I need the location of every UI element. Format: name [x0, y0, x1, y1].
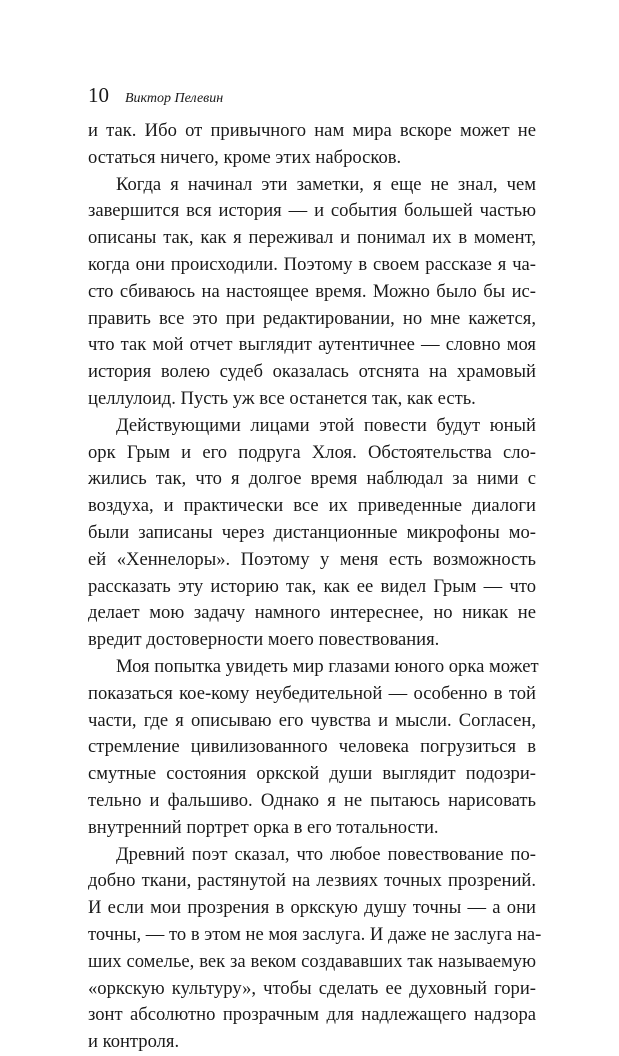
text-line: когда они происходили. Поэтому в своем рассказе я ча- — [88, 253, 536, 275]
text-line: точны, — то в этом не моя заслуга. И даже не заслуга на- — [88, 923, 542, 945]
text-line: воздуха, и практически все их приведенные диалоги — [88, 495, 536, 517]
running-head — [88, 80, 536, 110]
text-line: показаться кое-кому неубедительной — особенно в той — [88, 682, 536, 704]
text-line: рассказать эту историю так, как ее видел Грым — что — [88, 575, 536, 597]
text-line: жились так, что я долгое время наблюдал за ними с — [88, 468, 536, 490]
text-line: стремление цивилизованного человека погрузиться в — [88, 736, 536, 758]
text-line: Действующими лицами этой повести будут юный — [116, 414, 536, 436]
text-line: что так мой отчет выглядит аутентичнее — словно моя — [88, 334, 536, 356]
text-line: вредит достоверности моего повествования. — [88, 629, 440, 651]
paragraph — [88, 413, 536, 654]
text-line: смутные состояния оркской души выглядит подозри- — [88, 763, 536, 785]
text-line: остаться ничего, кроме этих набросков. — [88, 146, 402, 168]
text-line: история волею судеб оказалась отснята на храмовый — [88, 361, 536, 383]
text-line: сто сбиваюсь на настоящее время. Можно было бы ис- — [88, 280, 536, 302]
running-head-author: Виктор Пелевин — [125, 91, 224, 106]
text-line: делает мою задачу намного интереснее, но никак не — [88, 602, 536, 624]
text-line: были записаны через дистанционные микрофоны мо- — [88, 521, 536, 543]
text-line: внутренний портрет орка в его тотальности. — [88, 816, 439, 838]
text-line: Древний поэт сказал, что любое повествование по- — [116, 843, 536, 865]
text-line: И если мои прозрения в оркскую душу точны — а они — [88, 897, 536, 919]
body-text — [88, 118, 542, 1056]
text-line: и контроля. — [88, 1031, 180, 1053]
paragraph — [88, 842, 542, 1056]
book-page — [88, 80, 542, 1056]
text-line: тельно и фальшиво. Однако я не пытаюсь нарисовать — [88, 789, 536, 811]
text-line: зонт абсолютно прозрачным для надлежащего надзора — [88, 1004, 536, 1026]
text-line: ей «Хеннелоры». Поэтому у меня есть возможность — [88, 548, 536, 570]
text-line: Моя попытка увидеть мир глазами юного орка может — [116, 655, 539, 677]
text-line: и так. Ибо от привычного нам мира вскоре может не — [88, 120, 536, 141]
text-line: править все это при редактировании, но мне кажется, — [88, 307, 536, 329]
text-line: добно ткани, растянутой на лезвиях точных прозрений. — [88, 870, 536, 892]
text-line: описаны так, как я переживал и понимал их в момент, — [88, 227, 536, 249]
text-line: «оркскую культуру», чтобы сделать ее духовный гори- — [88, 977, 536, 999]
text-line: части, где я описываю его чувства и мысли. Согласен, — [88, 709, 536, 731]
text-line: завершится вся история — и события большей частью — [88, 200, 536, 222]
paragraph — [88, 654, 539, 842]
text-line: целлулоид. Пусть уж все останется так, как есть. — [88, 387, 476, 409]
text-line: орк Грым и его подруга Хлоя. Обстоятельства сло- — [88, 441, 536, 463]
page-number: 10 — [88, 83, 109, 107]
text-line: ших сомелье, век за веком создававших так называемую — [88, 950, 536, 972]
paragraph — [88, 118, 536, 172]
text-line: Когда я начинал эти заметки, я еще не знал, чем — [116, 173, 536, 195]
paragraph — [88, 172, 536, 413]
